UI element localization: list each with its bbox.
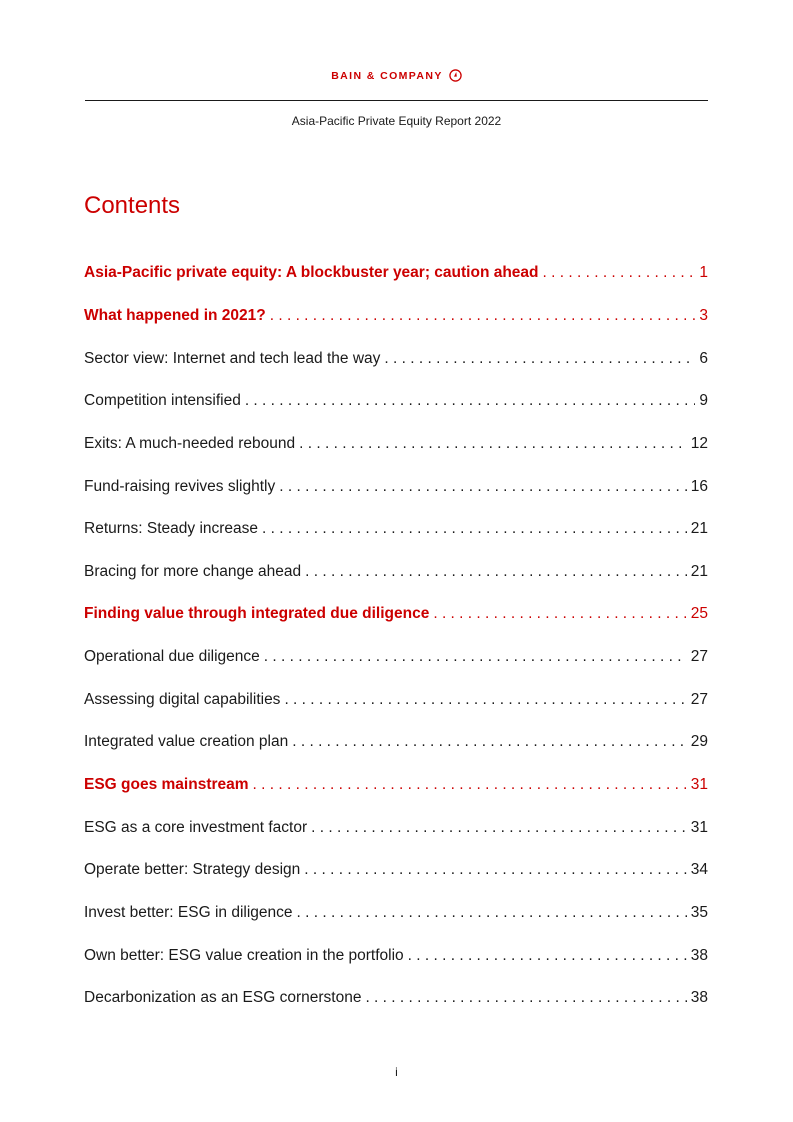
toc-entry-title: Own better: ESG value creation in the portfolio: [84, 946, 404, 964]
table-of-contents: [84, 252, 708, 1020]
toc-entry-title: Invest better: ESG in diligence: [84, 903, 293, 921]
toc-entry-page: 21: [690, 562, 708, 580]
toc-entry-page: 31: [690, 818, 708, 836]
toc-entry[interactable]: [84, 465, 708, 508]
toc-dot-leader: [299, 431, 687, 457]
header-divider: [85, 100, 708, 101]
toc-entry[interactable]: [84, 508, 708, 551]
toc-entry[interactable]: [84, 252, 708, 295]
toc-dot-leader: [284, 687, 686, 713]
toc-dot-leader: [297, 900, 687, 926]
toc-entry-page: 25: [690, 605, 708, 623]
toc-entry[interactable]: [84, 721, 708, 764]
toc-dot-leader: [264, 644, 687, 670]
toc-dot-leader: [245, 388, 696, 414]
toc-entry-title: Sector view: Internet and tech lead the way: [84, 349, 381, 367]
toc-entry-page: 38: [690, 989, 708, 1007]
toc-entry-title: Asia-Pacific private equity: A blockbuster year; caution ahead: [84, 264, 539, 282]
toc-entry-title: Fund-raising revives slightly: [84, 477, 276, 495]
page-number: i: [395, 1065, 398, 1079]
toc-entry[interactable]: [84, 295, 708, 338]
toc-entry-title: ESG goes mainstream: [84, 776, 249, 793]
toc-entry[interactable]: [84, 593, 708, 636]
toc-entry-page: 16: [690, 477, 708, 495]
toc-entry[interactable]: [84, 849, 708, 892]
toc-entry-title: What happened in 2021?: [84, 306, 266, 324]
toc-entry-page: 38: [690, 946, 708, 964]
toc-entry-title: Returns: Steady increase: [84, 520, 259, 538]
toc-entry-page: 31: [690, 776, 708, 793]
toc-dot-leader: [262, 516, 687, 542]
toc-entry[interactable]: [84, 892, 708, 935]
toc-entry-page: 6: [699, 349, 708, 367]
toc-entry[interactable]: [84, 380, 708, 423]
toc-entry[interactable]: [84, 636, 708, 679]
toc-entry-title: Assessing digital capabilities: [84, 690, 281, 708]
toc-dot-leader: [304, 857, 686, 883]
toc-entry-title: Bracing for more change ahead: [84, 562, 302, 580]
toc-entry-title: Operational due diligence: [84, 648, 260, 666]
toc-dot-leader: [408, 943, 687, 969]
toc-dot-leader: [365, 985, 686, 1011]
toc-entry-title: Integrated value creation plan: [84, 733, 289, 751]
toc-entry-page: 3: [699, 306, 708, 324]
toc-dot-leader: [292, 729, 687, 755]
toc-entry-title: Finding value through integrated due diligence: [84, 605, 430, 623]
toc-entry-page: 29: [690, 733, 708, 751]
toc-dot-leader: [433, 601, 686, 627]
toc-dot-leader: [270, 303, 696, 329]
toc-entry-title: Exits: A much-needed rebound: [84, 434, 296, 452]
toc-dot-leader: [305, 559, 687, 585]
toc-entry-page: 27: [690, 648, 708, 666]
toc-entry-page: 12: [690, 434, 708, 452]
toc-entry[interactable]: [84, 337, 708, 380]
toc-dot-leader: [311, 815, 687, 841]
toc-entry[interactable]: [84, 678, 708, 721]
report-title: Asia-Pacific Private Equity Report 2022: [291, 114, 502, 128]
brand-header: [0, 69, 793, 82]
toc-entry[interactable]: [84, 806, 708, 849]
toc-entry-title: Competition intensified: [84, 392, 241, 410]
toc-entry-page: 27: [690, 690, 708, 708]
toc-entry[interactable]: [84, 423, 708, 466]
toc-entry-page: 9: [699, 392, 708, 410]
toc-dot-leader: [384, 346, 695, 372]
toc-entry[interactable]: [84, 977, 708, 1020]
contents-heading: Contents: [84, 192, 181, 220]
toc-entry-page: 21: [690, 520, 708, 538]
toc-entry-title: Decarbonization as an ESG cornerstone: [84, 989, 362, 1007]
toc-dot-leader: [253, 772, 687, 798]
toc-entry[interactable]: [84, 550, 708, 593]
toc-entry-page: 35: [690, 903, 708, 921]
toc-entry[interactable]: [84, 934, 708, 977]
brand-name: BAIN & COMPANY: [331, 69, 443, 82]
toc-entry[interactable]: [84, 764, 708, 807]
toc-entry-title: ESG as a core investment factor: [84, 818, 308, 836]
toc-entry-title: Operate better: Strategy design: [84, 861, 301, 879]
toc-entry-page: 34: [690, 861, 708, 879]
toc-entry-page: 1: [699, 264, 708, 282]
toc-dot-leader: [279, 474, 687, 500]
toc-dot-leader: [543, 260, 696, 286]
bain-compass-icon: [449, 69, 462, 82]
